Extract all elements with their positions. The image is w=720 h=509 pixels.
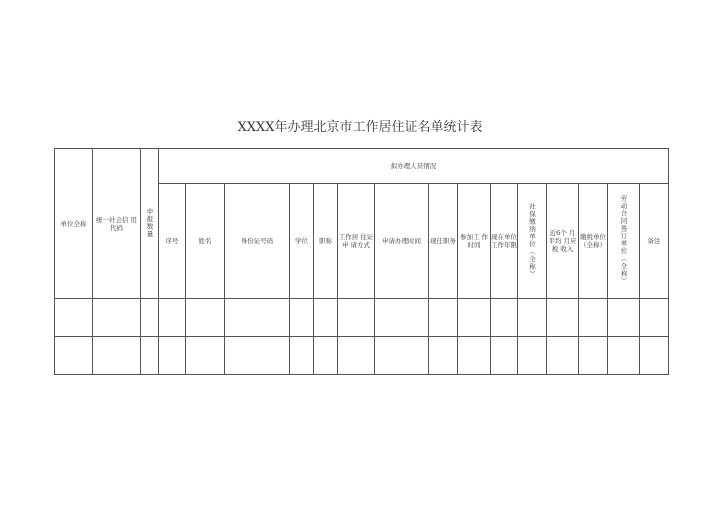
table-row bbox=[55, 299, 669, 337]
cell-id-no[interactable] bbox=[225, 337, 290, 375]
cell-method[interactable] bbox=[338, 337, 375, 375]
cell-apply-count[interactable] bbox=[141, 337, 159, 375]
header-credit-code: 统一社会信 用代码 bbox=[93, 149, 141, 299]
header-contract-unit bbox=[608, 184, 640, 299]
header-degree: 学位 bbox=[290, 184, 314, 299]
cell-seq[interactable] bbox=[159, 337, 186, 375]
header-method: 工作居 住证申 请方式 bbox=[338, 184, 375, 299]
header-seq: 序号 bbox=[159, 184, 186, 299]
cell-contract-unit[interactable] bbox=[608, 299, 640, 337]
header-position: 现任职务 bbox=[429, 184, 458, 299]
header-contract-unit-text: 劳动合同签订单位（全称） bbox=[619, 195, 628, 285]
header-unit-years: 现在单位 工作年限 bbox=[491, 184, 518, 299]
cell-income[interactable] bbox=[547, 337, 579, 375]
cell-unit-years[interactable] bbox=[491, 299, 518, 337]
header-apply-time: 申请办理时间 bbox=[375, 184, 429, 299]
cell-name[interactable] bbox=[186, 299, 225, 337]
cell-apply-time[interactable] bbox=[375, 337, 429, 375]
header-apply-count bbox=[141, 149, 159, 299]
header-apply-count-text: 申报数量 bbox=[145, 207, 154, 238]
cell-name[interactable] bbox=[186, 337, 225, 375]
cell-seq[interactable] bbox=[159, 299, 186, 337]
cell-title[interactable] bbox=[314, 299, 338, 337]
header-tax-unit: 缴税单位（全称） bbox=[579, 184, 608, 299]
cell-work-time[interactable] bbox=[458, 337, 491, 375]
header-income: 近6个 月平均 月应税 收入 bbox=[547, 184, 579, 299]
cell-work-time[interactable] bbox=[458, 299, 491, 337]
header-remark: 备注 bbox=[640, 184, 669, 299]
cell-remark[interactable] bbox=[640, 337, 669, 375]
cell-degree[interactable] bbox=[290, 299, 314, 337]
table-row bbox=[55, 337, 669, 375]
cell-unit-name[interactable] bbox=[55, 299, 93, 337]
registration-table bbox=[54, 148, 669, 375]
header-id-no: 身份证号码 bbox=[225, 184, 290, 299]
cell-credit-code[interactable] bbox=[93, 337, 141, 375]
cell-unit-years[interactable] bbox=[491, 337, 518, 375]
header-group-applicants: 拟办理人员情况 bbox=[159, 149, 669, 184]
header-work-time: 参加工 作时间 bbox=[458, 184, 491, 299]
cell-method[interactable] bbox=[338, 299, 375, 337]
cell-income[interactable] bbox=[547, 299, 579, 337]
cell-title[interactable] bbox=[314, 337, 338, 375]
header-social-unit-text: 社保缴纳单位（全称） bbox=[528, 202, 536, 278]
cell-position[interactable] bbox=[429, 337, 458, 375]
cell-remark[interactable] bbox=[640, 299, 669, 337]
cell-social-unit[interactable] bbox=[518, 337, 547, 375]
page-title: XXXX年办理北京市工作居住证名单统计表 bbox=[237, 120, 483, 135]
cell-social-unit[interactable] bbox=[518, 299, 547, 337]
cell-unit-name[interactable] bbox=[55, 337, 93, 375]
cell-tax-unit[interactable] bbox=[579, 299, 608, 337]
cell-tax-unit[interactable] bbox=[579, 337, 608, 375]
cell-apply-time[interactable] bbox=[375, 299, 429, 337]
header-social-unit bbox=[518, 184, 547, 299]
cell-credit-code[interactable] bbox=[93, 299, 141, 337]
header-title: 职称 bbox=[314, 184, 338, 299]
cell-id-no[interactable] bbox=[225, 299, 290, 337]
header-name: 姓名 bbox=[186, 184, 225, 299]
cell-contract-unit[interactable] bbox=[608, 337, 640, 375]
header-unit-name: 单位全称 bbox=[55, 149, 93, 299]
cell-degree[interactable] bbox=[290, 337, 314, 375]
cell-position[interactable] bbox=[429, 299, 458, 337]
cell-apply-count[interactable] bbox=[141, 299, 159, 337]
